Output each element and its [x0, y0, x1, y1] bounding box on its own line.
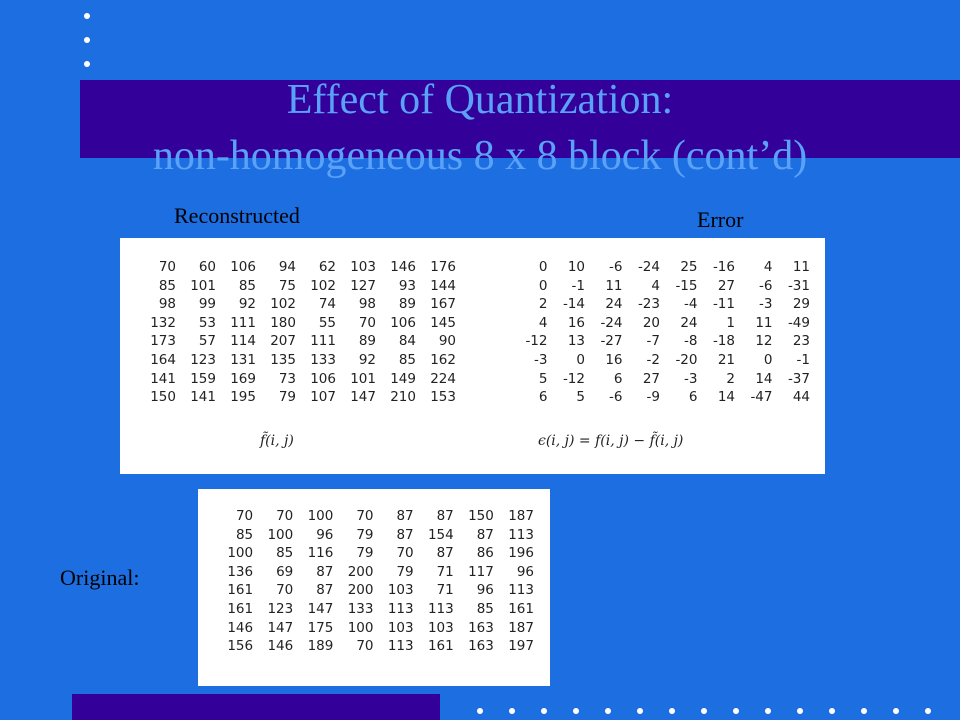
matrix-cell: 117 — [468, 563, 494, 580]
matrix-cell: 116 — [307, 545, 334, 562]
decor-dot — [541, 708, 547, 714]
decor-dot — [765, 708, 771, 714]
matrix-cell: 161 — [508, 600, 534, 617]
decor-dot — [84, 61, 90, 67]
matrix-cell: 106 — [230, 259, 256, 275]
matrix-cell: 23 — [792, 333, 810, 350]
decor-dot — [861, 708, 867, 714]
matrix-cell: 0 — [576, 351, 585, 368]
matrix-cell: 113 — [508, 526, 534, 543]
matrix-cell: 86 — [476, 545, 494, 562]
matrix-cell: 127 — [350, 277, 376, 294]
matrix-cell: 0 — [538, 277, 548, 294]
matrix-cell: 187 — [508, 508, 534, 524]
matrix-cell: 70 — [356, 638, 374, 655]
matrix-cell: 196 — [508, 545, 534, 562]
matrix-cell: 2 — [726, 370, 735, 387]
matrix-cell: 93 — [398, 277, 416, 294]
matrix-cell: -49 — [787, 314, 810, 331]
matrix-cell: 169 — [230, 370, 256, 387]
matrix-cell: -3 — [534, 351, 548, 368]
matrix-cell: -24 — [637, 259, 660, 275]
matrix-cell: 0 — [763, 351, 773, 368]
matrix-cell: 111 — [310, 333, 336, 350]
matrix-cell: -37 — [787, 370, 810, 387]
matrix-cell: 111 — [230, 314, 256, 331]
matrix-row — [213, 581, 534, 600]
matrix-cell: -15 — [675, 277, 698, 294]
matrix-row — [510, 332, 810, 351]
matrix-cell: 4 — [538, 314, 548, 331]
decor-dot — [669, 708, 675, 714]
matrix-cell: 133 — [310, 351, 336, 368]
matrix-cell: 87 — [316, 582, 334, 599]
matrix-cell: 100 — [347, 619, 374, 636]
matrix-row — [213, 563, 534, 582]
matrix-row — [510, 388, 810, 407]
matrix-cell: -27 — [600, 333, 623, 350]
decor-dot — [573, 708, 579, 714]
matrix-cell: 57 — [198, 333, 216, 350]
matrix-cell: -23 — [637, 296, 660, 313]
matrix-cell: 180 — [270, 314, 296, 331]
matrix-cell: 224 — [430, 370, 456, 387]
decor-dot — [637, 708, 643, 714]
matrix-row — [510, 351, 810, 370]
decor-dot — [925, 708, 931, 714]
matrix-row — [136, 370, 456, 389]
reconstructed-matrix — [136, 258, 456, 407]
matrix-cell: 71 — [436, 582, 454, 599]
matrix-cell: -3 — [684, 370, 698, 387]
matrix-cell: -1 — [796, 351, 810, 368]
matrix-cell: 146 — [227, 619, 254, 636]
decor-dot — [893, 708, 899, 714]
matrix-cell: 2 — [538, 296, 548, 313]
matrix-cell: 153 — [430, 389, 456, 406]
matrix-cell: 156 — [227, 638, 254, 655]
matrix-cell: 5 — [576, 389, 585, 406]
matrix-cell: -6 — [609, 389, 623, 406]
matrix-cell: 173 — [150, 333, 176, 350]
matrix-cell: 70 — [158, 259, 176, 275]
matrix-cell: 55 — [318, 314, 336, 331]
matrix-cell: 4 — [763, 259, 773, 275]
decor-dot — [829, 708, 835, 714]
matrix-cell: 200 — [347, 563, 374, 580]
decor-dot — [84, 13, 90, 19]
matrix-row — [213, 600, 534, 619]
matrix-cell: 14 — [717, 389, 735, 406]
matrix-cell: 99 — [198, 296, 216, 313]
matrix-cell: 44 — [792, 389, 810, 406]
matrix-cell: 102 — [270, 296, 296, 313]
matrix-cell: 70 — [356, 508, 374, 524]
matrix-cell: 85 — [238, 277, 256, 294]
error-formula: ϵ(i, j) = f(i, j) − f̃(i, j) — [538, 433, 684, 449]
matrix-cell: 85 — [476, 600, 494, 617]
matrix-cell: 62 — [318, 259, 336, 275]
slide-title — [0, 76, 960, 180]
matrix-cell: 103 — [350, 259, 376, 275]
matrix-cell: 100 — [227, 545, 254, 562]
matrix-cell: -11 — [712, 296, 735, 313]
matrix-cell: 163 — [468, 619, 494, 636]
decor-dot — [605, 708, 611, 714]
decor-dot — [84, 37, 90, 43]
matrix-cell: 70 — [276, 582, 294, 599]
matrix-cell: -6 — [609, 259, 623, 275]
matrix-cell: 150 — [468, 508, 494, 524]
matrix-cell: 113 — [387, 638, 414, 655]
matrix-cell: 159 — [190, 370, 216, 387]
matrix-cell: 87 — [436, 508, 454, 524]
matrix-cell: 75 — [278, 277, 296, 294]
matrix-cell: 29 — [792, 296, 810, 313]
matrix-row — [510, 295, 810, 314]
matrix-cell: 60 — [198, 259, 216, 275]
matrix-cell: -47 — [750, 389, 773, 406]
matrix-cell: 103 — [427, 619, 454, 636]
matrix-cell: -12 — [562, 370, 585, 387]
matrix-cell: -20 — [675, 351, 698, 368]
decor-dot — [509, 708, 515, 714]
matrix-row — [136, 388, 456, 407]
matrix-cell: 162 — [430, 351, 456, 368]
matrix-cell: 11 — [605, 277, 623, 294]
matrix-cell: 207 — [270, 333, 296, 350]
matrix-cell: 84 — [398, 333, 416, 350]
matrix-cell: 90 — [438, 333, 456, 350]
matrix-cell: 85 — [158, 277, 176, 294]
matrix-cell: 10 — [567, 259, 585, 275]
matrix-cell: 73 — [278, 370, 296, 387]
matrix-cell: 94 — [278, 259, 296, 275]
bottom-band — [72, 694, 440, 720]
matrix-row — [510, 258, 810, 277]
matrix-row — [213, 637, 534, 656]
matrix-cell: 13 — [567, 333, 585, 350]
matrix-cell: 145 — [430, 314, 456, 331]
matrix-cell: 6 — [688, 389, 698, 406]
matrix-cell: 79 — [278, 389, 296, 406]
matrix-cell: 71 — [436, 563, 454, 580]
matrix-cell: 98 — [158, 296, 176, 313]
matrix-cell: 27 — [642, 370, 660, 387]
matrix-cell: 149 — [390, 370, 416, 387]
matrix-cell: 70 — [396, 545, 414, 562]
matrix-cell: 79 — [356, 526, 374, 543]
original-matrix — [213, 507, 534, 656]
matrix-cell: -8 — [684, 333, 698, 350]
matrix-cell: 100 — [267, 526, 294, 543]
matrix-row — [213, 526, 534, 545]
matrix-cell: 150 — [150, 389, 176, 406]
matrix-cell: 87 — [436, 545, 454, 562]
matrix-cell: -12 — [525, 333, 548, 350]
matrix-row — [510, 277, 810, 296]
matrix-cell: 131 — [230, 351, 256, 368]
matrix-cell: 113 — [508, 582, 534, 599]
matrix-cell: 70 — [235, 508, 254, 524]
matrix-cell: 16 — [567, 314, 585, 331]
matrix-cell: 132 — [150, 314, 176, 331]
matrix-cell: 6 — [538, 389, 548, 406]
matrix-cell: 197 — [508, 638, 534, 655]
decor-dot — [797, 708, 803, 714]
reconstructed-formula: f̃(i, j) — [260, 433, 294, 449]
matrix-cell: 16 — [605, 351, 623, 368]
matrix-cell: 146 — [390, 259, 416, 275]
matrix-cell: 85 — [398, 351, 416, 368]
matrix-cell: 113 — [387, 600, 414, 617]
matrix-cell: 136 — [227, 563, 254, 580]
matrix-row — [136, 295, 456, 314]
matrix-cell: 103 — [387, 582, 414, 599]
matrix-cell: -24 — [600, 314, 623, 331]
matrix-cell: 6 — [613, 370, 623, 387]
matrix-cell: -3 — [759, 296, 773, 313]
decor-dot — [701, 708, 707, 714]
matrix-cell: 154 — [427, 526, 454, 543]
matrix-cell: 87 — [396, 508, 414, 524]
matrix-cell: 96 — [316, 526, 334, 543]
matrix-cell: 147 — [267, 619, 294, 636]
matrix-cell: 74 — [318, 296, 336, 313]
matrix-cell: 123 — [190, 351, 216, 368]
matrix-cell: 11 — [755, 314, 773, 331]
matrix-cell: -4 — [684, 296, 698, 313]
matrix-cell: 79 — [396, 563, 414, 580]
matrix-cell: 27 — [717, 277, 735, 294]
matrix-cell: -9 — [646, 389, 660, 406]
matrix-cell: 114 — [230, 333, 256, 350]
decor-dot — [733, 708, 739, 714]
slide-title-line2: non-homogeneous 8 x 8 block (cont’d) — [152, 133, 808, 179]
matrix-cell: 141 — [190, 389, 216, 406]
matrix-cell: 11 — [792, 259, 810, 275]
original-label: Original: — [60, 565, 140, 590]
matrix-cell: 101 — [350, 370, 376, 387]
matrix-cell: 161 — [227, 600, 254, 617]
matrix-cell: 25 — [680, 259, 698, 275]
matrix-cell: 85 — [235, 526, 254, 543]
matrix-cell: 147 — [307, 600, 334, 617]
matrix-cell: 102 — [310, 277, 336, 294]
matrix-cell: 210 — [390, 389, 416, 406]
matrix-cell: -7 — [646, 333, 660, 350]
matrix-row — [136, 332, 456, 351]
matrix-cell: 147 — [350, 389, 376, 406]
matrix-cell: 135 — [270, 351, 296, 368]
reconstructed-label: Reconstructed — [174, 203, 300, 228]
matrix-cell: 70 — [358, 314, 376, 331]
matrix-cell: 87 — [396, 526, 414, 543]
matrix-cell: 5 — [538, 370, 548, 387]
matrix-cell: 1 — [726, 314, 735, 331]
matrix-cell: 4 — [651, 277, 660, 294]
matrix-row — [136, 351, 456, 370]
matrix-cell: 103 — [387, 619, 414, 636]
matrix-cell: 101 — [190, 277, 216, 294]
matrix-row — [136, 277, 456, 296]
matrix-row — [213, 507, 534, 526]
matrix-row — [510, 370, 810, 389]
matrix-cell: -14 — [562, 296, 585, 313]
matrix-cell: 106 — [310, 370, 336, 387]
matrix-cell: 89 — [358, 333, 376, 350]
matrix-cell: 20 — [642, 314, 660, 331]
matrix-cell: 24 — [680, 314, 698, 331]
matrix-cell: 176 — [430, 259, 456, 275]
matrix-cell: 79 — [356, 545, 374, 562]
matrix-cell: 21 — [717, 351, 735, 368]
matrix-cell: 70 — [276, 508, 294, 524]
matrix-cell: -2 — [646, 351, 660, 368]
matrix-cell: 98 — [358, 296, 376, 313]
matrix-cell: 53 — [198, 314, 216, 331]
matrix-cell: 87 — [316, 563, 334, 580]
decor-dot — [477, 708, 483, 714]
matrix-cell: 163 — [468, 638, 494, 655]
matrix-cell: 175 — [307, 619, 334, 636]
matrix-row — [136, 258, 456, 277]
matrix-cell: 123 — [267, 600, 294, 617]
slide-title-line1: Effect of Quantization: — [286, 77, 674, 123]
matrix-cell: 12 — [755, 333, 773, 350]
matrix-cell: 96 — [516, 563, 534, 580]
matrix-row — [213, 619, 534, 638]
matrix-cell: 113 — [427, 600, 454, 617]
matrix-cell: 89 — [398, 296, 416, 313]
matrix-cell: 189 — [307, 638, 334, 655]
matrix-cell: 133 — [347, 600, 374, 617]
matrix-row — [510, 314, 810, 333]
matrix-row — [136, 314, 456, 333]
matrix-cell: -6 — [759, 277, 773, 294]
matrix-cell: 107 — [310, 389, 336, 406]
matrix-cell: 187 — [508, 619, 534, 636]
matrix-cell: 146 — [267, 638, 294, 655]
matrix-cell: 96 — [476, 582, 494, 599]
matrix-cell: 195 — [230, 389, 256, 406]
matrix-cell: 106 — [390, 314, 416, 331]
matrix-cell: 100 — [307, 508, 334, 524]
matrix-cell: 161 — [227, 582, 254, 599]
matrix-cell: 144 — [430, 277, 456, 294]
matrix-cell: 14 — [755, 370, 773, 387]
matrix-cell: 0 — [538, 259, 548, 275]
matrix-cell: 161 — [427, 638, 454, 655]
matrix-cell: 92 — [238, 296, 256, 313]
matrix-cell: -31 — [787, 277, 810, 294]
matrix-cell: 69 — [276, 563, 294, 580]
matrix-cell: -18 — [712, 333, 735, 350]
matrix-cell: -1 — [571, 277, 585, 294]
matrix-cell: 141 — [150, 370, 176, 387]
matrix-cell: -16 — [712, 259, 735, 275]
matrix-cell: 85 — [276, 545, 294, 562]
matrix-row — [213, 544, 534, 563]
matrix-cell: 167 — [430, 296, 456, 313]
error-label: Error — [697, 207, 744, 232]
matrix-cell: 87 — [476, 526, 494, 543]
matrix-cell: 24 — [605, 296, 623, 313]
matrix-cell: 164 — [150, 351, 176, 368]
matrix-cell: 92 — [358, 351, 376, 368]
matrix-cell: 200 — [347, 582, 374, 599]
error-matrix — [510, 258, 810, 407]
